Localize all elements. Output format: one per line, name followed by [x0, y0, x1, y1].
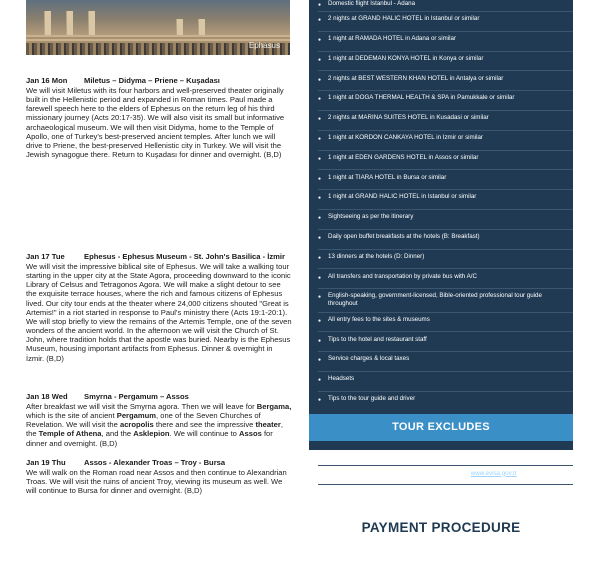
includes-item [318, 71, 573, 91]
includes-item [318, 131, 573, 151]
photo-caption: Ephasus [248, 41, 280, 50]
includes-item-text: All entry fees to the sites & museums [328, 315, 430, 323]
excludes-text: Travel and health insurance, and any other item not listed above [328, 488, 504, 496]
excludes-item [318, 466, 573, 485]
payment-line: - Deposit: $200 per person by September 16, 2022 [318, 546, 458, 554]
highlight-place: theater [255, 420, 281, 430]
day-heading [26, 252, 292, 262]
description-text: , the [26, 420, 283, 439]
includes-item [318, 0, 573, 12]
day-description: We will visit Miletus with its four harbors and well-preserved theater originally built in the Hellenistic period and expanded in Roman times. Paul made a farewell speech here to the elders of Ephesus on the return leg of his third missionary journey (Acts 20:17-35). We will also visit its small but informative archaeological museum. We will then visit Didyma, home to the Temple of Apollo, one of Turkey's best-preserved ancient temples. After lunch we will drive to Priene, the best-preserved Hellenistic city in Turkey. We will visit the Jewish synagogue there. Return to Kuşadası for dinner and overnight. (B,D) [26, 86, 285, 160]
includes-item [318, 250, 573, 270]
day-date: Jan 17 Tue [26, 252, 65, 261]
bullet-icon [318, 115, 324, 121]
day-description: We will visit the impressive biblical site of Ephesus. We will take a walking tour starting in the upper city at the State Agora, proceeding downward to the iconic Library of Celsus and Tetragonos Agora. We will make a slight detour to see the exquisite terrace houses, where the rich and famous citizens of Ephesus lived. Our city tour ends at the theater where 24,000 citizens shouted "Great is Artemis!" in a riot started in response to Paul's ministry there (Acts 19:1-20:1). We will stop briefly to view the remains of the Artemis Temple, one of the seven wonders of the ancient world. In the afternoon we will visit the Church of St. John, where tradition holds that the apostle was buried. Nearby is the Ephesus Museum, housing important artifacts from Ephesus. Dinner & overnight in İzmir. (B,D) [26, 262, 292, 363]
highlight-place: Bergama, [256, 402, 292, 411]
includes-item-text: Headsets [328, 375, 355, 383]
includes-item-text: 2 nights at MARINA SUITES HOTEL in Kusadasi or similar [328, 114, 489, 122]
itinerary-column [26, 0, 292, 496]
highlight-place: Pergamum [116, 411, 157, 421]
bullet-icon [318, 1, 324, 7]
bullet-icon [318, 36, 324, 42]
excludes-item-text [328, 470, 517, 478]
bullet-icon [318, 16, 324, 22]
bullet-icon [318, 135, 324, 141]
includes-item [318, 269, 573, 289]
includes-item [318, 313, 573, 333]
excludes-item [318, 485, 573, 503]
includes-item-text: 13 dinners at the hotels (D: Dinner) [328, 252, 425, 260]
day-route: Smyrna - Pergamum – Assos [84, 392, 189, 401]
ephesus-photo [26, 0, 290, 55]
description-text: there and see the impressive [153, 420, 256, 430]
bullet-icon [318, 95, 324, 101]
includes-item-text: Tips to the tour guide and driver [328, 394, 416, 402]
includes-item [318, 352, 573, 372]
day-date: Jan 16 Mon [26, 76, 68, 85]
bullet-icon [318, 489, 324, 497]
excludes-text: Turkish Visa fee to be obtained online before arrival [328, 469, 471, 477]
bullet-icon [318, 396, 324, 402]
evisa-link[interactable]: www.evisa.gov.tr [470, 469, 517, 477]
day-entry [26, 252, 292, 363]
day-heading [26, 458, 292, 468]
includes-item [318, 32, 573, 52]
description-text: . We will continue to [169, 429, 240, 439]
bullet-icon [318, 293, 324, 299]
description-text: , and the [101, 429, 134, 439]
includes-item [318, 12, 573, 32]
includes-item [318, 210, 573, 230]
includes-item-text: Sightseeing as per the itinerary [328, 213, 414, 221]
sidebar-panel [309, 0, 573, 562]
bullet-icon [318, 56, 324, 62]
includes-item-text: 2 nights at BEST WESTERN KHAN HOTEL in Antalya or similar [328, 74, 504, 82]
includes-item [318, 332, 573, 352]
tour-excludes-list [309, 441, 573, 503]
bullet-icon [318, 155, 324, 161]
includes-item [318, 52, 573, 72]
highlight-place: acropolis [119, 420, 154, 430]
bullet-icon [318, 254, 324, 260]
bullet-icon [318, 214, 324, 220]
includes-item [318, 91, 573, 111]
includes-item-text: 1 night at KORDON CANKAYA HOTEL in Izmir or similar [328, 134, 483, 142]
includes-item-text: 2 nights at GRAND HALIC HOTEL in Istanbul or similar [328, 15, 480, 23]
bullet-icon [318, 337, 324, 343]
excludes-item-text [328, 451, 390, 459]
payment-procedure-heading: PAYMENT PROCEDURE [309, 513, 573, 543]
bullet-icon [318, 194, 324, 200]
includes-item [318, 151, 573, 171]
tour-excludes-heading: TOUR EXCLUDES [309, 414, 573, 441]
day-route: Miletus – Didyma – Priene – Kuşadası [84, 76, 220, 85]
description-text: After breakfast we will visit the Smyrna agora. Then we will leave for [26, 402, 257, 411]
description-text: which is the site of ancient [26, 411, 117, 421]
includes-item-text: Tips to the hotel and restaurant staff [328, 335, 427, 343]
includes-item-text: 1 night at EDEN GARDENS HOTEL in Assos or similar [328, 153, 479, 161]
includes-item-text: Domestic flight Istanbul - Adana [328, 0, 416, 7]
includes-item-text: All transfers and transportation by private bus with A/C [328, 272, 477, 280]
bullet-icon [318, 470, 324, 478]
includes-item-text: English-speaking, government-licensed, Bible-oriented professional tour guide throughout [328, 292, 542, 308]
includes-item [318, 190, 573, 210]
day-heading [26, 392, 292, 402]
day-description: We will walk on the Roman road near Assos and then continue to Alexandrian Troas. We will visit the ruins of ancient Troy, viewing its museum as well. We will continue to Bursa for dinner and overnight. (B,D) [26, 468, 287, 496]
payment-line: - Full Payment on November 1, 2022 [318, 554, 420, 562]
includes-item [318, 111, 573, 131]
includes-item-text: Service charges & local taxes [328, 355, 410, 363]
includes-item [318, 289, 573, 312]
includes-item [318, 392, 573, 412]
bullet-icon [318, 317, 324, 323]
day-entry [26, 458, 292, 495]
day-heading [26, 76, 292, 86]
bullet-icon [318, 376, 324, 382]
bullet-icon [318, 234, 324, 240]
includes-item-text: 1 night at DEDEMAN KONYA HOTEL in Konya or similar [328, 54, 484, 62]
includes-item [318, 170, 573, 190]
bullet-icon [318, 451, 324, 459]
highlight-place: Assos [239, 429, 262, 439]
payment-list [309, 543, 573, 563]
highlight-place: Asklepion [133, 429, 170, 439]
excludes-item-text [328, 489, 504, 497]
bullet-icon [318, 274, 324, 280]
tour-includes-list [309, 0, 573, 412]
excludes-item [318, 447, 573, 466]
includes-item-text: Daily open buffet breakfasts at the hotels (B: Breakfast) [328, 233, 480, 241]
description-text: , one of the Seven Churches of Revelation. We will visit the [26, 411, 261, 430]
bullet-icon [318, 76, 324, 82]
includes-item-text: 1 night at DOGA THERMAL HEALTH & SPA in Pamukkale or similar [328, 94, 515, 102]
day-date: Jan 18 Wed [26, 392, 68, 401]
day-date: Jan 19 Thu [26, 458, 66, 467]
excludes-text: Lunches and all drinks [328, 450, 390, 458]
includes-item-text: 1 night at RAMADA HOTEL in Adana or similar [328, 35, 457, 43]
day-description [26, 402, 292, 448]
description-text: for dinner and overnight. (B,D) [26, 429, 273, 448]
bullet-icon [318, 356, 324, 362]
day-route: Assos - Alexander Troas – Troy - Bursa [84, 458, 226, 467]
bullet-icon [318, 175, 324, 181]
includes-item-text: 1 night at TIARA HOTEL in Bursa or similar [328, 173, 447, 181]
day-route: Ephesus - Ephesus Museum - St. John's Basilica - İzmir [84, 252, 285, 261]
includes-item [318, 230, 573, 250]
day-entry [26, 392, 292, 448]
includes-item [318, 372, 573, 392]
highlight-place: Temple of Athena [38, 429, 102, 439]
includes-item-text: 1 night at GRAND HALIC HOTEL in Istanbul or similar [328, 193, 477, 201]
day-entry [26, 76, 292, 159]
